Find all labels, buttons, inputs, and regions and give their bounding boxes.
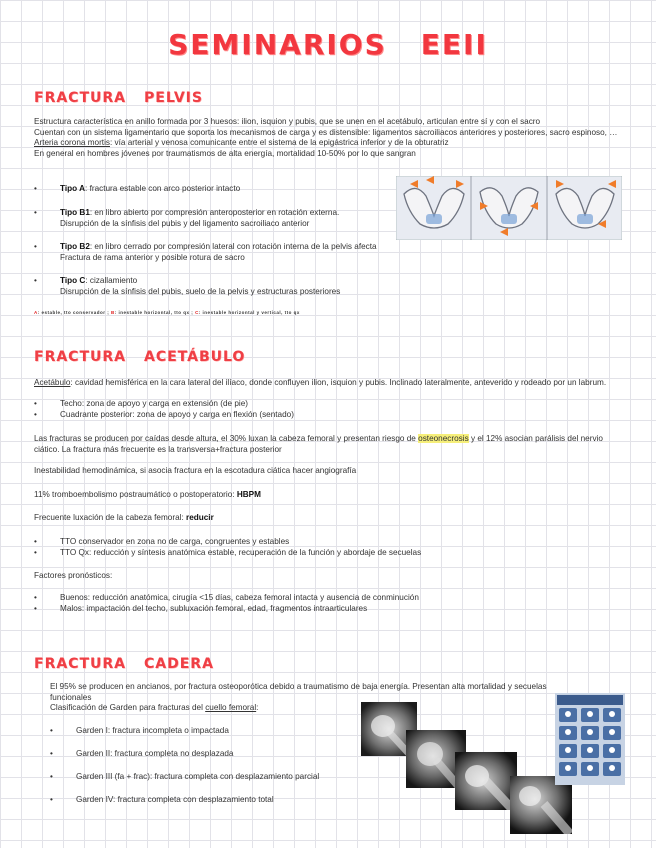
acetabulo-bullet-techo: • Techo: zona de apoyo y carga en extensión (de pie) <box>34 399 248 408</box>
garden-i: • Garden I: fractura incompleta o impactada <box>50 726 229 735</box>
pelvis-p2: Cuentan con un sistema ligamentario que soporta los mecanismos de carga y es distensible: ligamentos sacroiliacos anteriores y posteriores, sacro espinoso, … <box>34 127 618 137</box>
section-heading-acetabulo: FRACTURA ACETÁBULO <box>34 349 246 365</box>
section-heading-cadera: FRACTURA CADERA <box>34 656 214 672</box>
pelvis-type-c: • Tipo C: cizallamiento Disrupción de la sínfisis del pubis, suelo de la pelvis y estructuras posteriores <box>34 276 341 296</box>
acetabulo-tromboembolismo: 11% tromboembolismo postraumático o postoperatorio: HBPM <box>34 490 261 499</box>
acetabulo-tto-qx: • TTO Qx: reducción y síntesis anatómica estable, recuperación de la función y abordaje de secuelas <box>34 548 422 557</box>
pelvis-p3: Arteria corona mortis: vía arterial y venosa comunicante entre el sistema de la epigástrica inferior y de la obturatriz <box>34 138 449 147</box>
osteonecrosis-highlight: osteonecrosis <box>418 434 469 443</box>
cadera-intro: El 95% se producen en ancianos, por fractura osteoporótica debido a traumatismo de baja energía. Presentan alta mortalidad y secuelas funcionales <box>50 682 547 702</box>
acetabulo-bullet-cuadrante: • Cuadrante posterior: zona de apoyo y carga en flexión (sentado) <box>34 410 294 419</box>
acetabulo-pronostico-malos: • Malos: impactación del techo, subluxación femoral, edad, fragmentos intraarticulares <box>34 604 368 613</box>
acetabulo-pronostico-buenos: • Buenos: reducción anatómica, cirugía <15 días, cabeza femoral intacta y ausencia de conminución <box>34 593 419 602</box>
pelvis-type-b1: • Tipo B1: en libro abierto por compresión anteroposterior en rotación externa. Disrupción de la sínfisis del pubis y del ligamento sacroiliaco anterior <box>34 208 340 228</box>
xray-garden-iii-image <box>455 752 517 810</box>
section-heading-pelvis: FRACTURA PELVIS <box>34 90 203 106</box>
pelvis-fracture-illustration <box>396 176 622 240</box>
cadera-garden-title: Clasificación de Garden para fracturas del cuello femoral: <box>50 703 259 712</box>
garden-ii: • Garden II: fractura completa no desplazada <box>50 749 234 758</box>
garden-iv: • Garden IV: fractura completa con desplazamiento total <box>50 795 274 804</box>
hip-fracture-infographic <box>555 693 625 785</box>
pelvis-p1: Estructura característica en anillo formada por 3 huesos: ilion, isquion y pubis, que se unen en el acetábulo, articulan entre sí y con el sacro <box>34 117 541 126</box>
pelvis-intro <box>34 117 634 159</box>
acetabulo-luxacion: Frecuente luxación de la cabeza femoral: reducir <box>34 513 214 522</box>
pelvis-p4: En general en hombres jóvenes por traumatismos de alta energía, mortalidad 10-50% por lo que sangran <box>34 148 416 158</box>
acetabulo-definition: Acetábulo: cavidad hemisférica en la cara lateral del ilíaco, donde confluyen ilion, isquion y pubis. Inclinado lateralmente, anteverido y rodeado por un labrum. <box>34 378 607 387</box>
garden-iii: • Garden III (fa + frac): fractura completa con desplazamiento parcial <box>50 772 320 781</box>
acetabulo-fracturas: Las fracturas se producen por caídas desde altura, el 30% luxan la cabeza femoral y presentan riesgo de osteonecrosis y el 12% asocian parálisis del nervio ciático. La fractura más frecuente es la transversa+fractura posterior <box>34 434 603 454</box>
pelvis-type-b2: • Tipo B2: en libro cerrado por compresión lateral con rotación interna de la pelvis afecta Fractura de rama anterior y posible rotura de sacro <box>34 242 377 262</box>
acetabulo-pronostico-title: Factores pronósticos: <box>34 571 113 580</box>
page-title: SEMINARIOS EEII <box>168 28 488 61</box>
acetabulo-tto-conservador: • TTO conservador en zona no de carga, congruentes y estables <box>34 537 290 546</box>
pelvis-legend: A: estable, tto conservador ; B: inestable horizontal, tto qx ; C: inestable horizontal y vertical, tto qx <box>34 310 300 315</box>
pelvis-type-a: • Tipo A: fractura estable con arco posterior intacto <box>34 184 241 193</box>
acetabulo-inestabilidad: Inestabilidad hemodinámica, si asocia fractura en la escotadura ciática hacer angiografía <box>34 466 357 475</box>
